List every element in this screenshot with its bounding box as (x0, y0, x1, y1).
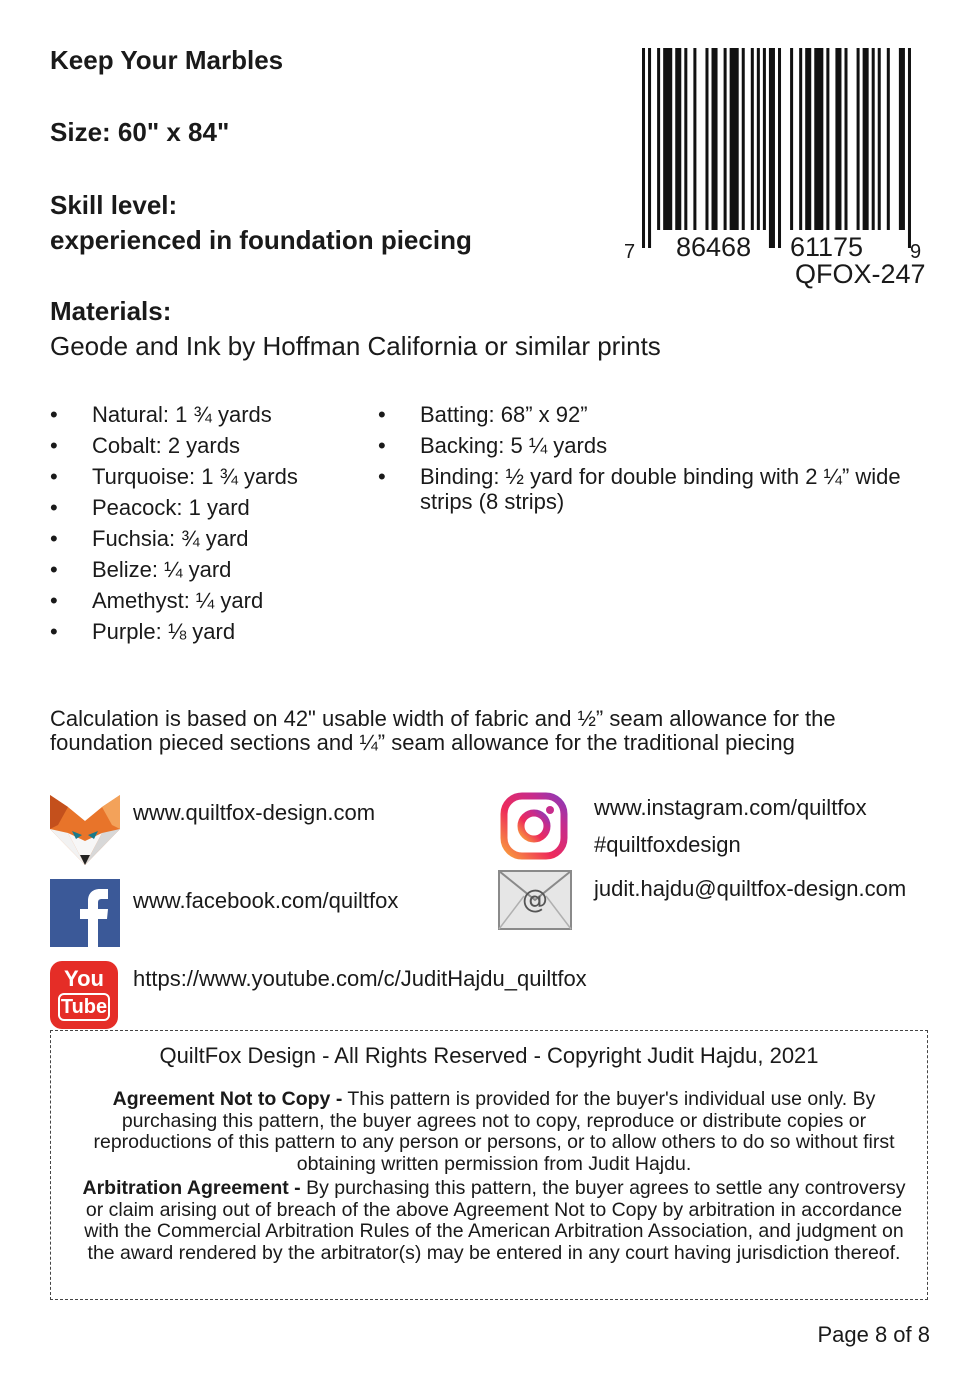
barcode-bar (887, 48, 890, 230)
quiltfox-logo-icon (50, 795, 120, 865)
list-item: • Amethyst: ¼ yard (50, 588, 264, 613)
barcode-bar (724, 48, 727, 230)
instagram-link[interactable]: www.instagram.com/quiltfox (594, 795, 867, 820)
list-item: • Peacock: 1 yard (50, 495, 250, 520)
barcode-bar (769, 48, 775, 248)
barcode-bar (742, 48, 745, 230)
barcode-bar (712, 48, 718, 230)
barcode-bar (693, 48, 696, 230)
youtube-icon[interactable]: You Tube (50, 961, 118, 1029)
list-item: • Binding: ½ yard for double binding with 2 ¼” wide strips (8 strips) (378, 464, 901, 514)
barcode-bar (705, 48, 708, 230)
list-item: • Backing: 5 ¼ yards (378, 433, 608, 458)
website-link[interactable]: www.quiltfox-design.com (133, 800, 376, 825)
skill-level-value: experienced in foundation piecing (50, 225, 472, 255)
legal-notice-box (50, 1030, 928, 1300)
list-item: • Batting: 68” x 92” (378, 402, 588, 427)
barcode-bar (751, 48, 754, 230)
calculation-note: Calculation is based on 42" usable width of fabric and ½” seam allowance for the foundation pieced sections and ¼” seam allowance for the traditional piecing (50, 706, 836, 755)
barcode-bar (778, 48, 781, 248)
barcode-bar (814, 48, 823, 230)
copyright-line: QuiltFox Design - All Rights Reserved - Copyright Judit Hajdu, 2021 (159, 1043, 819, 1068)
legal-text (81, 1089, 907, 1264)
barcode-check-digit: 9 (910, 241, 922, 263)
list-item: • Purple: ⅛ yard (50, 619, 236, 644)
barcode-bar (675, 48, 681, 230)
barcode-bar (763, 48, 766, 230)
barcode-group-2: 61175 (790, 232, 864, 262)
barcode-lead-digit: 7 (624, 241, 636, 263)
barcode-bar (857, 48, 860, 230)
page-number: Page 8 of 8 (817, 1322, 930, 1347)
materials-list-fabrics (50, 402, 362, 650)
barcode-bar (908, 48, 911, 248)
barcode-bar (790, 48, 793, 230)
barcode-bar (826, 48, 829, 230)
barcode-bar (757, 48, 760, 230)
barcode-bar (642, 48, 645, 248)
barcode-bar (730, 48, 739, 230)
barcode-group-1: 86468 (676, 232, 752, 262)
barcode-bar (863, 48, 869, 230)
barcode-bar (844, 48, 847, 230)
barcode-bar (805, 48, 811, 230)
list-item: • Belize: ¼ yard (50, 557, 232, 582)
list-item: • Cobalt: 2 yards (50, 433, 240, 458)
barcode-bar (799, 48, 802, 230)
facebook-icon[interactable] (50, 879, 120, 947)
email-icon[interactable] (498, 870, 572, 930)
hashtag-text: #quiltfoxdesign (594, 832, 741, 857)
barcode-bar (657, 48, 660, 230)
barcode-bar (648, 48, 651, 248)
arbitration-paragraph: Arbitration Agreement - By purchasing this pattern, the buyer agrees to settle any controversy or claim arising out of breach of the above Agreement Not to Copy by arbitration in accordance with the Commercial Arbitration Rules of the American Arbitration Association, and judgment on the award rendered by the arbitrator(s) may be entered in any court having jurisdiction thereof. (82, 1177, 906, 1264)
quilt-size: Size: 60" x 84" (50, 117, 230, 147)
barcode-bar (878, 48, 881, 230)
youtube-link[interactable]: https://www.youtube.com/c/JuditHajdu_quiltfox (133, 966, 587, 991)
barcode-bar (663, 48, 672, 230)
materials-description: Geode and Ink by Hoffman California or similar prints (50, 331, 661, 361)
barcode-bar (684, 48, 687, 230)
materials-label: Materials: (50, 296, 172, 326)
agreement-paragraph: Agreement Not to Copy - This pattern is provided for the buyer's individual use only. By purchasing this pattern, the buyer agrees not to copy, reproduce or distribute copies or reproductions of this pattern to any person or persons, or to allow others to do so without first obtaining written permission from Judit Hajdu. (93, 1088, 895, 1175)
facebook-link[interactable]: www.facebook.com/quiltfox (133, 888, 399, 913)
list-item: • Turquoise: 1 ¾ yards (50, 464, 298, 489)
email-link[interactable]: judit.hajdu@quiltfox-design.com (594, 876, 907, 901)
product-sku: QFOX-247 (795, 259, 926, 289)
list-item: • Natural: 1 ¾ yards (50, 402, 272, 427)
svg-text:@: @ (522, 885, 548, 915)
list-item: • Fuchsia: ¾ yard (50, 526, 249, 551)
barcode-image (642, 48, 914, 248)
skill-level-label: Skill level: (50, 190, 178, 220)
instagram-icon[interactable] (500, 792, 568, 860)
barcode-bar (872, 48, 875, 230)
barcode-bar (835, 48, 841, 230)
pattern-title: Keep Your Marbles (50, 45, 284, 75)
barcode-bar (899, 48, 905, 230)
materials-list-other (378, 402, 940, 514)
